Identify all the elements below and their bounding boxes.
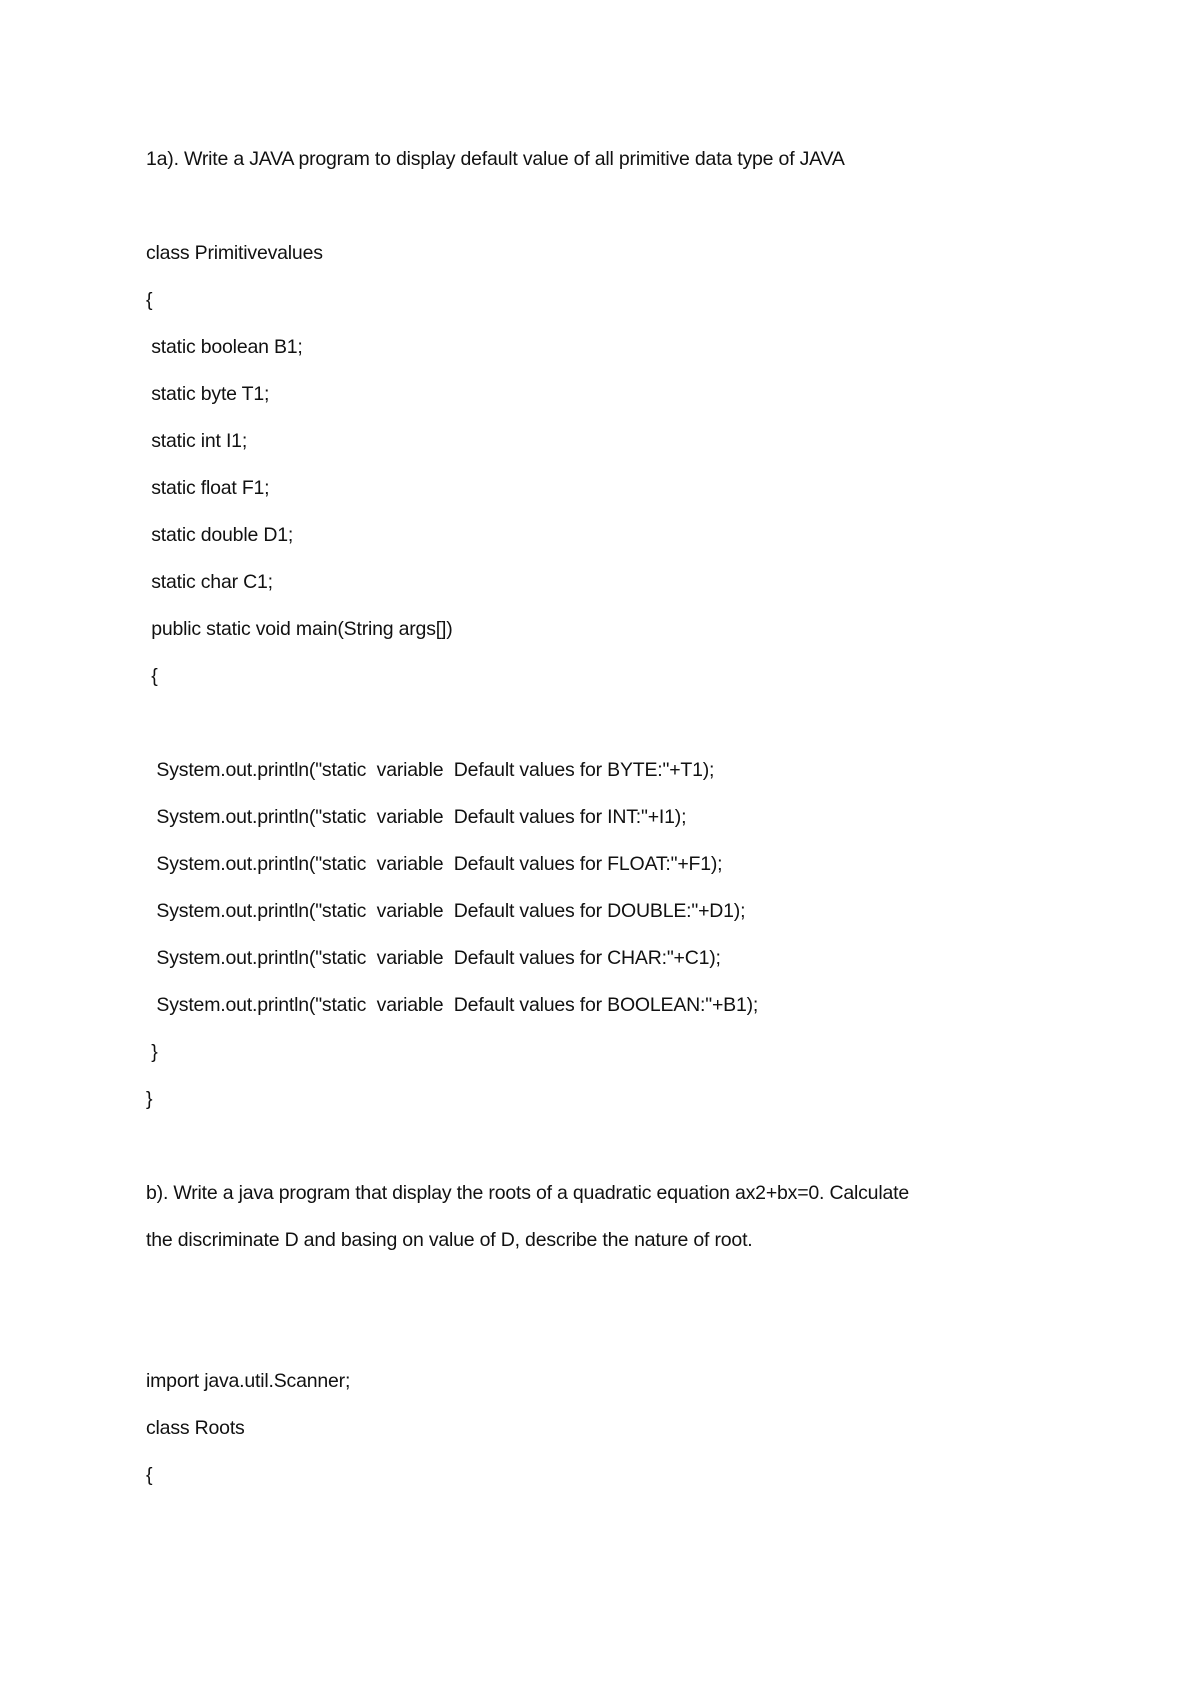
code-line: { [146, 1464, 153, 1486]
code-line: static boolean B1; [146, 336, 303, 358]
code-line: System.out.println("static variable Default values for CHAR:"+C1); [146, 947, 721, 969]
code-line: static byte T1; [146, 383, 270, 405]
question-b-prompt-line1: b). Write a java program that display the roots of a quadratic equation ax2+bx=0. Calculate [146, 1182, 909, 1204]
code-line: static int I1; [146, 430, 248, 452]
code-line: { [146, 665, 158, 687]
code-line: import java.util.Scanner; [146, 1370, 351, 1392]
code-line: { [146, 289, 153, 311]
code-line: class Primitivevalues [146, 242, 323, 264]
question-b-prompt-line2: the discriminate D and basing on value of D, describe the nature of root. [146, 1229, 753, 1251]
question-a-prompt: 1a). Write a JAVA program to display default value of all primitive data type of JAVA [146, 148, 845, 170]
code-line: System.out.println("static variable Default values for DOUBLE:"+D1); [146, 900, 746, 922]
code-line: } [146, 1041, 158, 1063]
code-line: System.out.println("static variable Default values for BOOLEAN:"+B1); [146, 994, 759, 1016]
code-line: static float F1; [146, 477, 270, 499]
code-line: class Roots [146, 1417, 245, 1439]
code-line: System.out.println("static variable Default values for FLOAT:"+F1); [146, 853, 723, 875]
code-line: static char C1; [146, 571, 273, 593]
code-line: } [146, 1088, 153, 1110]
code-line: static double D1; [146, 524, 294, 546]
code-line: public static void main(String args[]) [146, 618, 453, 640]
code-line: System.out.println("static variable Default values for INT:"+I1); [146, 806, 687, 828]
code-line: System.out.println("static variable Default values for BYTE:"+T1); [146, 759, 715, 781]
